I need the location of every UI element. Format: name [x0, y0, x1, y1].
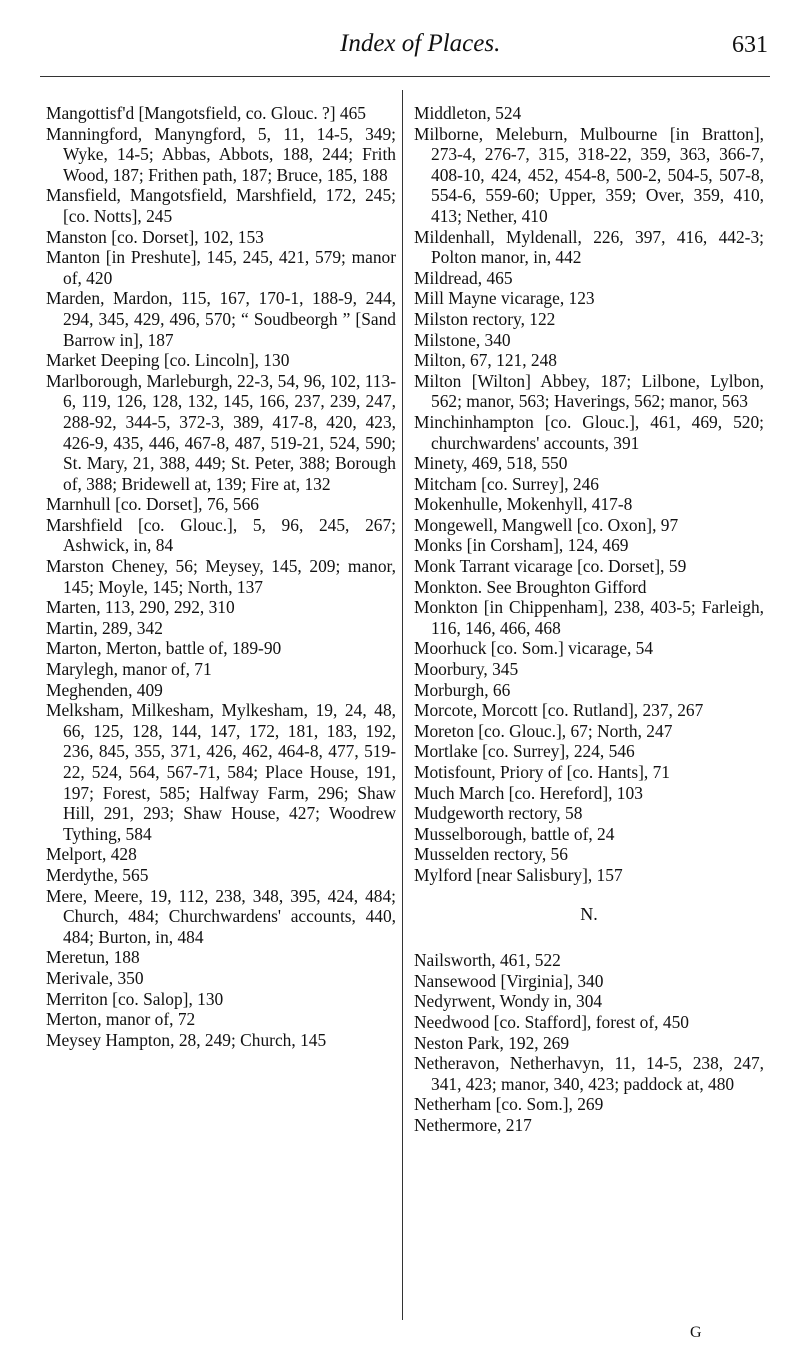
index-entry: Milstone, 340	[414, 329, 511, 350]
index-entry: Moorhuck [co. Som.] vicarage, 54	[414, 638, 654, 659]
index-entry: Nailsworth, 461, 522	[414, 950, 561, 971]
index-entry: Monks [in Corsham], 124, 469	[414, 535, 629, 556]
index-entry: Mongewell, Mangwell [co. Oxon], 97	[414, 514, 679, 535]
index-entry: Martin, 289, 342	[46, 617, 163, 638]
index-entry: Merivale, 350	[46, 967, 144, 988]
index-entry: Mildread, 465	[414, 267, 513, 288]
index-entry: Nethermore, 217	[414, 1114, 532, 1135]
index-entry: Merriton [co. Salop], 130	[46, 988, 224, 1009]
page-number: 631	[732, 32, 768, 58]
index-entry: Mitcham [co. Surrey], 246	[414, 473, 599, 494]
index-entry: Market Deeping [co. Lincoln], 130	[46, 350, 290, 371]
right-column	[414, 103, 764, 1136]
header-rule	[40, 76, 770, 77]
section-letter-n: N.	[580, 903, 598, 924]
index-entry: Marton, Merton, battle of, 189-90	[46, 638, 282, 659]
index-entry: Mill Mayne vicarage, 123	[414, 288, 595, 309]
index-entry: Neston Park, 192, 269	[414, 1032, 570, 1053]
index-entry: Marylegh, manor of, 71	[46, 659, 212, 680]
index-entry: Musselborough, battle of, 24	[414, 823, 615, 844]
index-entry: Monkton. See Broughton Gifford	[414, 576, 647, 597]
index-entry: Moreton [co. Glouc.], 67; North, 247	[414, 720, 673, 741]
index-entry: Milton [Wilton] Abbey, 187; Lilbone, Lylbon, 562; manor, 563; Haverings, 562; manor, 563	[414, 370, 764, 412]
index-entry: Manningford, Manyngford, 5, 11, 14-5, 349; Wyke, 14-5; Abbas, Abbots, 188, 244; Frith Wood, 187; Frithen path, 187; Bruce, 185, 188	[46, 123, 396, 185]
signature-mark: G	[690, 1324, 702, 1341]
index-entry: Mansfield, Mangotsfield, Marshfield, 172, 245; [co. Notts], 245	[46, 185, 396, 226]
index-entry: Netheravon, Netherhavyn, 11, 14-5, 238, 247, 341, 423; manor, 340, 423; paddock at, 480	[414, 1053, 764, 1094]
index-entry: Marden, Mardon, 115, 167, 170-1, 188-9, 244, 294, 345, 429, 496, 570; “ Soudbeorgh ” [Sand Barrow in], 187	[46, 288, 396, 350]
index-entry: Mangottisf'd [Mangotsfield, co. Glouc. ?] 465	[46, 103, 366, 123]
index-entry: Minchinhampton [co. Glouc.], 461, 469, 520; churchwardens' accounts, 391	[414, 411, 764, 453]
index-entry: Melport, 428	[46, 844, 137, 865]
index-entry: Marten, 113, 290, 292, 310	[46, 597, 235, 618]
index-entry: Marnhull [co. Dorset], 76, 566	[46, 494, 259, 515]
index-entry: Manton [in Preshute], 145, 245, 421, 579; manor of, 420	[46, 247, 396, 288]
index-entry: Mokenhulle, Mokenhyll, 417-8	[414, 494, 633, 515]
index-entry: Monk Tarrant vicarage [co. Dorset], 59	[414, 556, 687, 577]
index-entry: Nedyrwent, Wondy in, 304	[414, 991, 603, 1012]
index-entry: Musselden rectory, 56	[414, 844, 568, 865]
index-entry: Mylford [near Salisbury], 157	[414, 864, 623, 885]
index-entry: Meghenden, 409	[46, 679, 163, 700]
index-entry: Merton, manor of, 72	[46, 1009, 196, 1030]
page-title: Index of Places.	[340, 30, 501, 57]
index-entry: Middleton, 524	[414, 103, 522, 123]
index-entry: Much March [co. Hereford], 103	[414, 782, 643, 803]
index-entry: Milborne, Meleburn, Mulbourne [in Bratton], 273-4, 276-7, 315, 318-22, 359, 363, 366-7, 408-10, 424, 452, 454-8, 500-2, 504-5, 507-8, 554-6, 559-60; Upper, 359; Over, 359, 410, 413; Nether, 410	[414, 123, 764, 226]
index-entry: Monkton [in Chippenham], 238, 403-5; Farleigh, 116, 146, 466, 468	[414, 597, 764, 638]
index-entry: Marston Cheney, 56; Meysey, 145, 209; manor, 145; Moyle, 145; North, 137	[46, 556, 396, 597]
left-column	[46, 103, 396, 1050]
index-entry: Needwood [co. Stafford], forest of, 450	[414, 1011, 689, 1032]
index-entry: Mildenhall, Myldenall, 226, 397, 416, 442-3; Polton manor, in, 442	[414, 226, 764, 268]
index-entry: Meysey Hampton, 28, 249; Church, 145	[46, 1029, 327, 1050]
index-entry: Manston [co. Dorset], 102, 153	[46, 226, 264, 247]
index-entry: Mere, Meere, 19, 112, 238, 348, 395, 424, 484; Church, 484; Churchwardens' accounts, 440, 484; Burton, in, 484	[46, 885, 396, 947]
index-entry: Moorbury, 345	[414, 659, 519, 680]
index-entry: Milton, 67, 121, 248	[414, 350, 557, 371]
index-entry: Netherham [co. Som.], 269	[414, 1094, 604, 1115]
index-entry: Merdythe, 565	[46, 864, 149, 885]
index-entry: Minety, 469, 518, 550	[414, 453, 568, 474]
column-divider	[402, 90, 403, 1320]
index-entry: Motisfount, Priory of [co. Hants], 71	[414, 762, 671, 782]
index-entry: Morburgh, 66	[414, 679, 511, 700]
index-entry: Meretun, 188	[46, 947, 140, 968]
index-entry: Mudgeworth rectory, 58	[414, 803, 583, 824]
index-entry: Milston rectory, 122	[414, 308, 556, 329]
index-entry: Marlborough, Marleburgh, 22-3, 54, 96, 102, 113-6, 119, 126, 128, 132, 145, 166, 237, 239, 247, 288-92, 344-5, 372-3, 389, 417-8, 420, 423, 426-9, 435, 446, 467-8, 487, 519-21, 524, 590; St. Mary, 21, 388, 449; St. Peter, 388; Borough of, 388; Bridewell at, 139; Fire at, 132	[46, 370, 396, 494]
index-entry: Morcote, Morcott [co. Rutland], 237, 267	[414, 700, 704, 721]
index-entry: Melksham, Milkesham, Mylkesham, 19, 24, 48, 66, 125, 128, 144, 147, 172, 181, 183, 192, 236, 845, 355, 371, 426, 462, 464-8, 477, 519-22, 524, 564, 567-71, 584; Place House, 191, 197; Forest, 585; Halfway Farm, 296; Shaw Hill, 291, 293; Shaw House, 427; Woodrew Tything, 584	[46, 700, 396, 844]
index-entry: Mortlake [co. Surrey], 224, 546	[414, 741, 635, 762]
index-entry: Marshfield [co. Glouc.], 5, 96, 245, 267; Ashwick, in, 84	[46, 514, 396, 556]
page-header	[40, 30, 770, 70]
index-entry: Nansewood [Virginia], 340	[414, 970, 604, 991]
